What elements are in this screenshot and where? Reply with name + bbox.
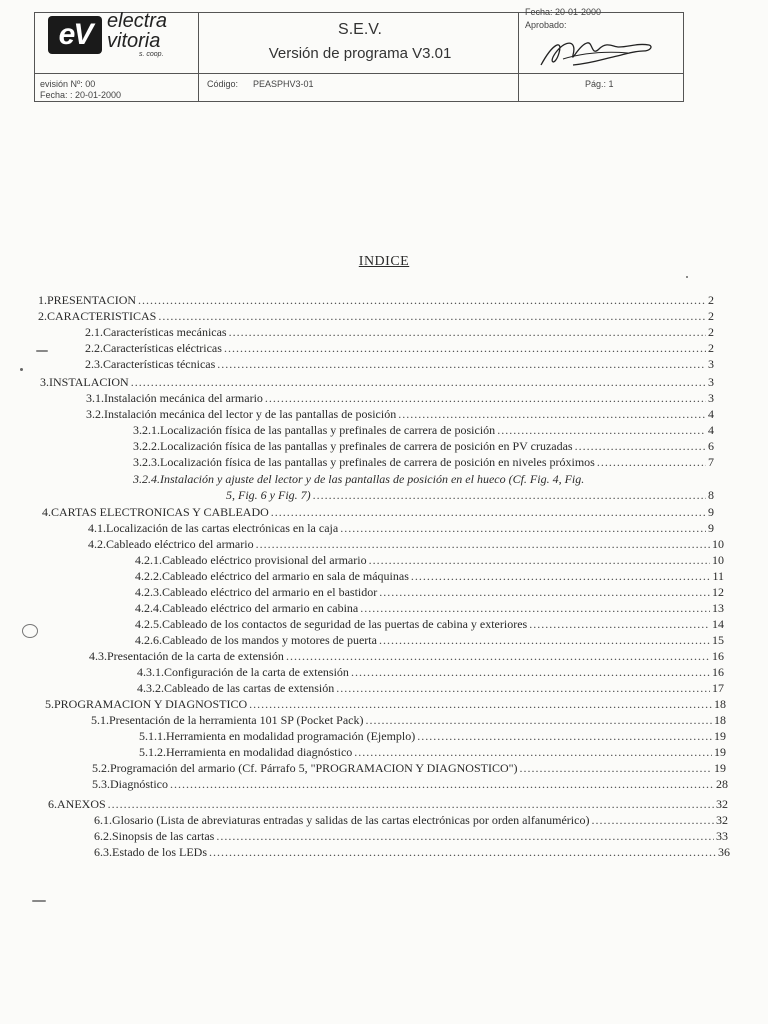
toc-entry: 5.3.Diagnóstico ..... 28 bbox=[92, 776, 728, 792]
toc-entry: 4.1.Localización de las cartas electrónicas en la caja ..... 9 bbox=[88, 520, 714, 536]
toc-entry: 6.2.Sinopsis de las cartas ..... 33 bbox=[94, 828, 728, 844]
toc-entry: 4.2.Cableado eléctrico del armario ..... 10 bbox=[88, 536, 724, 552]
code-label: Código: bbox=[207, 79, 239, 89]
toc-entry: 4.2.6.Cableado de los mandos y motores de puerta ..... 15 bbox=[135, 632, 724, 648]
toc-entry: 4.CARTAS ELECTRONICAS Y CABLEADO ..... 9 bbox=[42, 504, 714, 520]
toc-entry: 3.2.2.Localización física de las pantallas y prefinales de carrera de posición en PV cruzadas ..... 6 bbox=[133, 438, 714, 454]
toc-entry: 4.2.5.Cableado de los contactos de seguridad de las puertas de cabina y exteriores ..... 14 bbox=[135, 616, 724, 632]
toc-entry: 3.INSTALACION ..... 3 bbox=[40, 374, 714, 390]
logo-subtitle: s. coop. bbox=[139, 51, 164, 58]
page-number: Pág.: 1 bbox=[585, 79, 614, 89]
toc-entry: 2.2.Características eléctricas ..... 2 bbox=[85, 340, 714, 356]
document-title: S.E.V. bbox=[338, 21, 382, 38]
approval-date: Fecha: 20-01-2000 bbox=[525, 7, 602, 17]
scan-artifact bbox=[32, 900, 46, 902]
toc-entry-continuation: 5, Fig. 6 y Fig. 7) ..... 8 bbox=[226, 487, 714, 503]
toc-entry: 1.PRESENTACION ..... 2 bbox=[38, 292, 714, 308]
toc-entry: 5.1.1.Herramienta en modalidad programación (Ejemplo) ..... 19 bbox=[139, 728, 726, 744]
toc-entry: 6.1.Glosario (Lista de abreviaturas entradas y salidas de las cartas electrónicas por orden alfanumérico) ..... 32 bbox=[94, 812, 728, 828]
toc-entry: 5.2.Programación del armario (Cf. Párrafo 5, "PROGRAMACION Y DIAGNOSTICO") ..... 19 bbox=[92, 760, 726, 776]
document-code: PEASPHV3-01 bbox=[253, 79, 314, 89]
company-logo: eV bbox=[48, 16, 102, 54]
scan-artifact bbox=[686, 276, 688, 278]
toc-entry: 4.2.3.Cableado eléctrico del armario en el bastidor ..... 12 bbox=[135, 584, 724, 600]
document-subtitle: Versión de programa V3.01 bbox=[268, 45, 452, 62]
logo-word-electra: electra bbox=[107, 10, 168, 32]
scan-artifact bbox=[20, 368, 23, 371]
toc-entry: 2.1.Características mecánicas ..... 2 bbox=[85, 324, 714, 340]
toc-entry: 3.2.Instalación mecánica del lector y de las pantallas de posición ..... 4 bbox=[86, 406, 714, 422]
toc-entry: 6.3.Estado de los LEDs ..... 36 bbox=[94, 844, 730, 860]
toc-entry: 4.3.Presentación de la carta de extensión ..... 16 bbox=[89, 648, 724, 664]
toc-entry: 2.3.Características técnicas ..... 3 bbox=[85, 356, 714, 372]
index-title: INDICE bbox=[358, 254, 410, 269]
toc-entry: 4.3.2.Cableado de las cartas de extensión ..... 17 bbox=[137, 680, 724, 696]
scan-artifact bbox=[36, 350, 48, 352]
toc-entry: 5.PROGRAMACION Y DIAGNOSTICO ..... 18 bbox=[45, 696, 726, 712]
toc-entry: 4.2.1.Cableado eléctrico provisional del armario ..... 10 bbox=[135, 552, 724, 568]
toc-entry: 3.2.1.Localización física de las pantallas y prefinales de carrera de posición ..... 4 bbox=[133, 422, 714, 438]
toc-entry: 6.ANEXOS ..... 32 bbox=[48, 796, 728, 812]
toc-entry: 2.CARACTERISTICAS ..... 2 bbox=[38, 308, 714, 324]
toc-entry: 4.3.1.Configuración de la carta de extensión ..... 16 bbox=[137, 664, 724, 680]
revision-date: Fecha: : 20-01-2000 bbox=[40, 90, 122, 100]
scan-artifact bbox=[22, 624, 38, 638]
toc-entry: 3.2.4.Instalación y ajuste del lector y de las pantallas de posición en el hueco (Cf. Fig. 4, Fig. bbox=[133, 472, 585, 486]
toc-entry: 4.2.2.Cableado eléctrico del armario en sala de máquinas ..... 11 bbox=[135, 568, 724, 584]
toc-entry: 4.2.4.Cableado eléctrico del armario en cabina ..... 13 bbox=[135, 600, 724, 616]
toc-entry: 5.1.2.Herramienta en modalidad diagnóstico ..... 19 bbox=[139, 744, 726, 760]
revision-number: evisión Nº: 00 bbox=[40, 79, 96, 89]
toc-entry: 3.2.3.Localización física de las pantallas y prefinales de carrera de posición en niveles próximos ..... 7 bbox=[133, 454, 714, 470]
approved-label: Aprobado: bbox=[525, 20, 567, 30]
toc-entry: 5.1.Presentación de la herramienta 101 SP (Pocket Pack) ..... 18 bbox=[91, 712, 726, 728]
logo-word-vitoria: vitoria bbox=[107, 30, 161, 52]
toc-entry: 3.1.Instalación mecánica del armario ..... 3 bbox=[86, 390, 714, 406]
